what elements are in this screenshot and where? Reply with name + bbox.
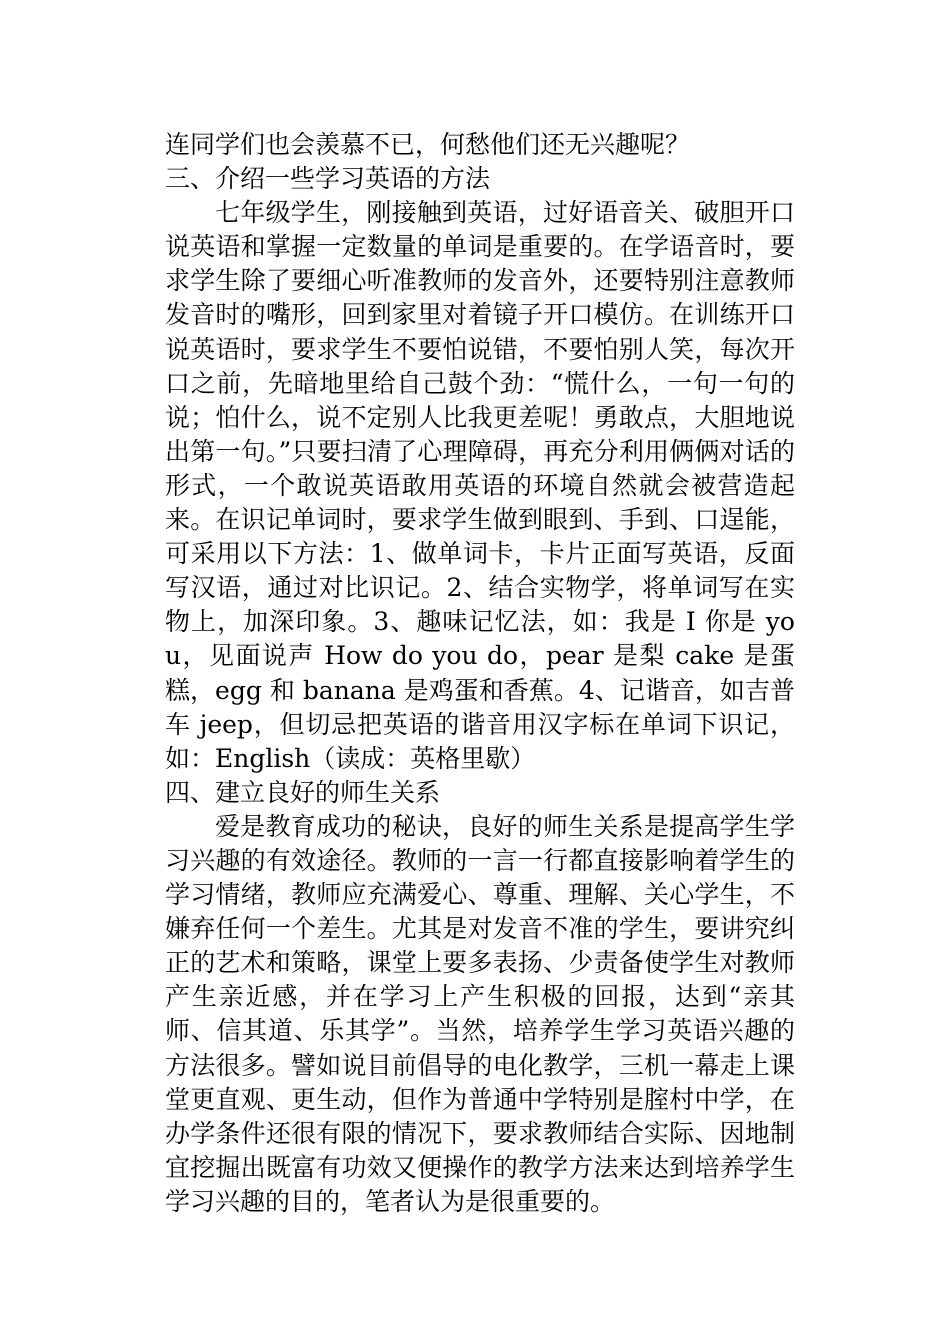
continuation-paragraph: 连同学们也会羡慕不已，何愁他们还无兴趣呢？	[165, 130, 691, 159]
relationship-paragraph: 爱是教育成功的秘诀，良好的师生关系是提高学生学习兴趣的有效途径。教师的一言一行都直接影响着学生的学习情绪，教师应充满爱心、尊重、理解、关心学生，不嫌弃任何一个差生。尤其是对发音不准的学生，要讲究纠正的艺术和策略，课堂上要多表扬、少责备使学生对教师产生亲近感，并在学习上产生积极的回报，达到“亲其师、信其道、乐其学”。当然，培养学生学习英语兴趣的方法很多。譬如说目前倡导的电化教学，三机一幕走上课堂更直观、更生动，但作为普通中学特别是腟村中学，在办学条件还很有限的情况下，要求教师结合实际、因地制宜挖掘出既富有功效又便操作的教学方法来达到培养学生学习兴趣的目的，笔者认为是很重要的。	[165, 811, 795, 1216]
section-heading-relationship: 四、建立良好的师生关系	[165, 777, 441, 807]
document-body	[165, 128, 795, 1219]
methods-paragraph: 七年级学生，刚接触到英语，过好语音关、破胆开口说英语和掌握一定数量的单词是重要的。在学语音时，要求学生除了要细心听准教师的发音外，还要特别注意教师发音时的嘴形，回到家里对着镜子开口模仿。在训练开口说英语时，要求学生不要怕说错，不要怕别人笑，每次开口之前，先暗地里给自己鼓个劲：“慌什么，一句一句的说；怕什么，说不定别人比我更差呢！勇敢点，大胆地说出第一句。”只要扫清了心理障碍，再充分利用俩俩对话的形式，一个敢说英语敢用英语的环境自然就会被营造起来。在识记单词时，要求学生做到眼到、手到、口逞能，可采用以下方法：1、做单词卡，卡片正面写英语，反面写汉语，通过对比识记。2、结合实物学，将单词写在实物上，加深印象。3、趣味记忆法，如：我是 I 你是 you，见面说声 How do you do，pear 是梨 cake 是蛋糕，egg 和 banana 是鸡蛋和香蕉。4、记谐音，如吉普车 jeep，但切忌把英语的谐音用汉字标在单词下识记，如：English（读成：英格里歇）	[165, 198, 795, 773]
section-heading-methods: 三、介绍一些学习英语的方法	[165, 164, 491, 194]
